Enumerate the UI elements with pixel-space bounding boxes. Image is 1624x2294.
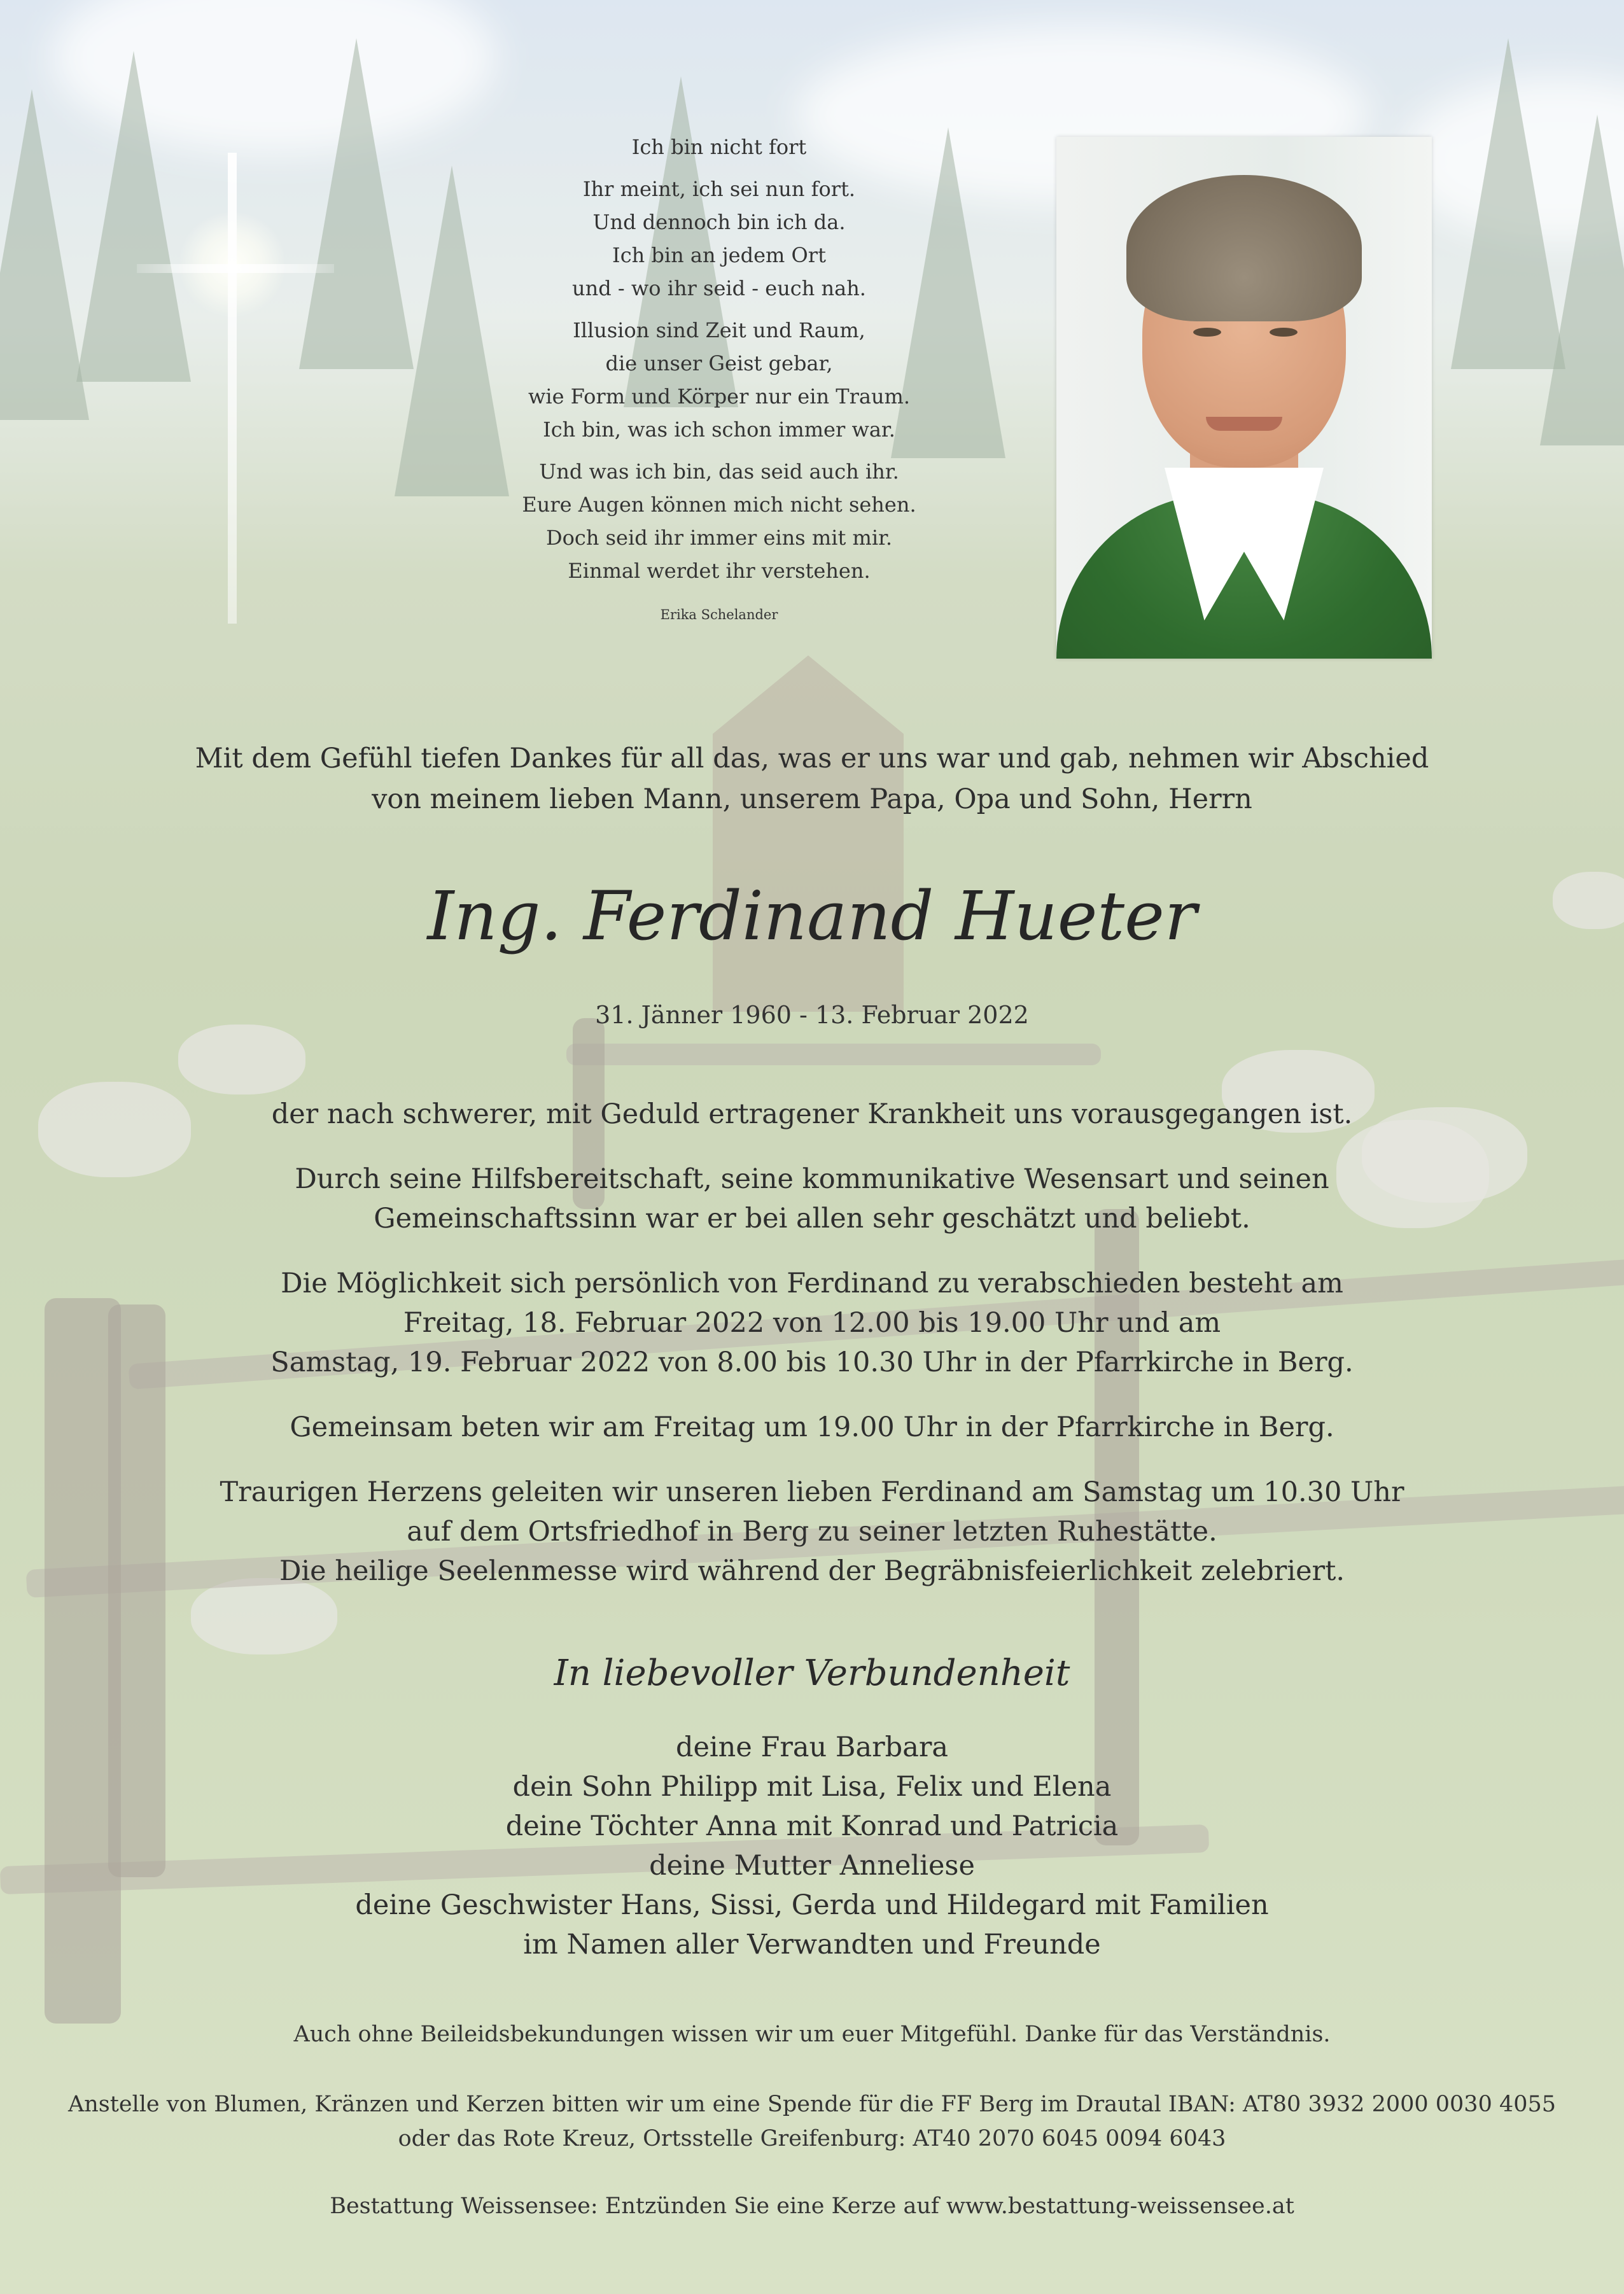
body-line: Die Möglichkeit sich persönlich von Ferdinand zu verabschieden besteht am xyxy=(281,1268,1343,1299)
footer-line: Bestattung Weissensee: Entzünden Sie eine Kerze auf www.bestattung-weissensee.at xyxy=(330,2193,1294,2219)
body-line: Gemeinschaftssinn war er bei allen sehr geschätzt und beliebt. xyxy=(374,1203,1250,1234)
body-paragraph xyxy=(95,1472,1529,1591)
family-member: deine Geschwister Hans, Sissi, Gerda und Hildegard mit Familien xyxy=(355,1889,1269,1921)
poem-line: Illusion sind Zeit und Raum, xyxy=(573,318,865,342)
sign-off: In liebevoller Verbundenheit xyxy=(554,1653,1070,1694)
footer-line: Anstelle von Blumen, Kränzen und Kerzen bitten wir um eine Spende für die FF Berg im Drautal IBAN: AT80 3932 2000 0030 4055 xyxy=(67,2092,1557,2117)
poem-line: Doch seid ihr immer eins mit mir. xyxy=(545,526,893,550)
body-line: auf dem Ortsfriedhof in Berg zu seiner letzten Ruhestätte. xyxy=(407,1516,1217,1548)
intro-text xyxy=(127,738,1497,820)
family-list xyxy=(191,1728,1433,1964)
footer-thanks xyxy=(51,2017,1573,2052)
body-line: Die heilige Seelenmesse wird während der Begräbnisfeierlichkeit zelebriert. xyxy=(279,1555,1345,1587)
intro-line: Mit dem Gefühl tiefen Dankes für all das, was er uns war und gab, nehmen wir Abschied xyxy=(195,743,1429,774)
poem-stanza xyxy=(445,455,993,587)
poem-line: Eure Augen können mich nicht sehen. xyxy=(522,493,916,517)
poem-line: die unser Geist gebar, xyxy=(605,351,833,375)
poem xyxy=(445,130,993,624)
poem-line: wie Form und Körper nur ein Traum. xyxy=(528,384,911,409)
poem-line: Ich bin an jedem Ort xyxy=(612,243,826,267)
deceased-name: Ing. Ferdinand Hueter xyxy=(427,877,1197,955)
footer-donation xyxy=(51,2087,1573,2156)
body-line: der nach schwerer, mit Geduld ertragener Krankheit uns vorausgegangen ist. xyxy=(271,1098,1353,1130)
body-paragraph xyxy=(95,1095,1529,1134)
footer-line: oder das Rote Kreuz, Ortsstelle Greifenburg: AT40 2070 6045 0094 6043 xyxy=(398,2126,1226,2151)
intro-line: von meinem lieben Mann, unserem Papa, Opa und Sohn, Herrn xyxy=(372,783,1252,815)
poem-line: und - wo ihr seid - euch nah. xyxy=(572,276,866,300)
announcement-body xyxy=(95,1095,1529,1616)
body-line: Durch seine Hilfsbereitschaft, seine kommunikative Wesensart und seinen xyxy=(295,1163,1329,1195)
poem-title: Ich bin nicht fort xyxy=(631,135,807,159)
body-line: Gemeinsam beten wir am Freitag um 19.00 Uhr in der Pfarrkirche in Berg. xyxy=(290,1411,1334,1443)
poem-stanza xyxy=(445,314,993,446)
family-member: im Namen aller Verwandten und Freunde xyxy=(523,1929,1101,1961)
body-line: Freitag, 18. Februar 2022 von 12.00 bis 19.00 Uhr und am xyxy=(403,1307,1221,1339)
body-line: Traurigen Herzens geleiten wir unseren lieben Ferdinand am Samstag um 10.30 Uhr xyxy=(220,1476,1404,1508)
poem-line: Einmal werdet ihr verstehen. xyxy=(568,559,871,583)
poem-author: Erika Schelander xyxy=(660,607,778,622)
body-paragraph xyxy=(95,1159,1529,1238)
poem-line: Und was ich bin, das seid auch ihr. xyxy=(539,459,899,484)
family-member: deine Mutter Anneliese xyxy=(649,1850,975,1882)
footer-line: Auch ohne Beileidsbekundungen wissen wir um euer Mitgefühl. Danke für das Verständnis. xyxy=(293,2022,1331,2047)
poem-stanza xyxy=(445,172,993,305)
family-member: deine Töchter Anna mit Konrad und Patricia xyxy=(505,1810,1119,1842)
family-member: dein Sohn Philipp mit Lisa, Felix und Elena xyxy=(512,1771,1112,1803)
family-member: deine Frau Barbara xyxy=(675,1731,949,1763)
poem-line: Ihr meint, ich sei nun fort. xyxy=(582,177,856,201)
footer-funeral-home xyxy=(51,2189,1573,2223)
portrait-photo xyxy=(1056,137,1432,659)
poem-line: Und dennoch bin ich da. xyxy=(592,210,846,234)
body-line: Samstag, 19. Februar 2022 von 8.00 bis 10.30 Uhr in der Pfarrkirche in Berg. xyxy=(270,1346,1354,1378)
body-paragraph xyxy=(95,1408,1529,1447)
body-paragraph xyxy=(95,1264,1529,1382)
life-dates: 31. Jänner 1960 - 13. Februar 2022 xyxy=(595,1001,1029,1029)
poem-line: Ich bin, was ich schon immer war. xyxy=(543,417,895,442)
